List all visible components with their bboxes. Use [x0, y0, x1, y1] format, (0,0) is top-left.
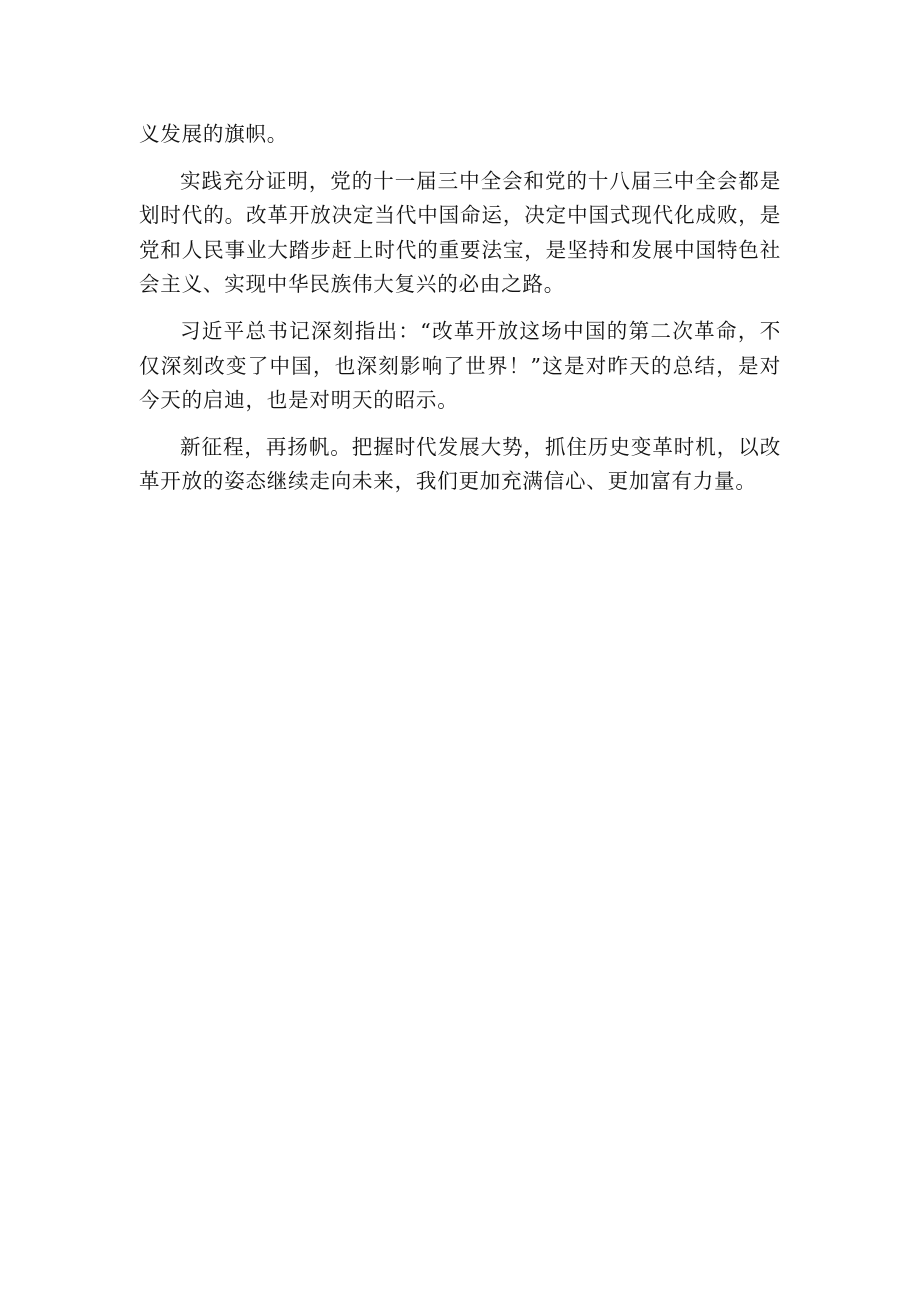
paragraph-3: 习近平总书记深刻指出：“改革开放这场中国的第二次革命，不仅深刻改变了中国，也深刻影响了世界！”这是对昨天的总结，是对今天的启迪，也是对明天的昭示。: [139, 318, 781, 413]
paragraph-4: 新征程，再扬帆。把握时代发展大势，抓住历史变革时机，以改革开放的姿态继续走向未来，我们更加充满信心、更加富有力量。: [139, 434, 781, 494]
paragraph-2: 实践充分证明，党的十一届三中全会和党的十八届三中全会都是划时代的。改革开放决定当代中国命运，决定中国式现代化成败，是党和人民事业大踏步赶上时代的重要法宝，是坚持和发展中国特色社会主义、实现中华民族伟大复兴的必由之路。: [139, 168, 781, 297]
document-body: [139, 117, 781, 499]
paragraph-1: 义发展的旗帜。: [139, 122, 289, 146]
